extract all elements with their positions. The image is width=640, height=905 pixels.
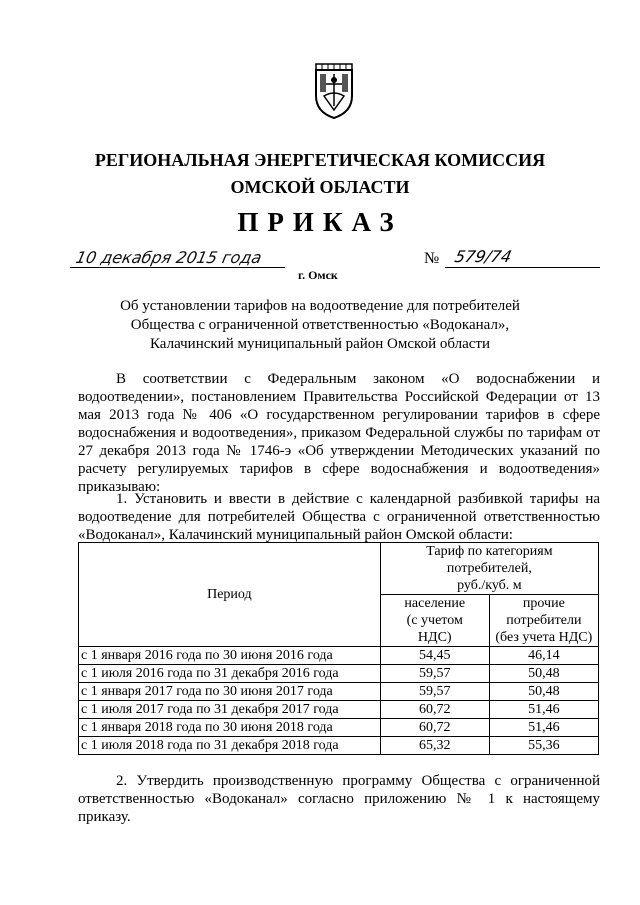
header-other-line-3: (без учета НДС) <box>495 630 593 645</box>
header-population <box>380 595 489 647</box>
point-2-paragraph: 2. Утвердить производственную программу Общества с ограниченной ответственностью «Водоканал» согласно приложению № 1 к настоящему приказу. <box>78 773 600 825</box>
subject-line-1: Об установлении тарифов на водоотведение для потребителей <box>120 298 520 314</box>
subject-line-3: Калачинский муниципальный район Омской области <box>149 336 490 352</box>
cell-population: 54,45 <box>380 647 489 665</box>
preamble-paragraph: В соответствии с Федеральным законом «О водоснабжении и водоотведении», постановлением Правительства Российской Федерации от 13 мая 2013 года № 406 «О государственном регулировании тарифов в сфере водоснабжения и водоотведения», приказом Федеральной службы по тарифам от 27 декабря 2013 года № 1746-э «Об утверждении Методических указаний по расчету регулируемых тарифов в сфере водоснабжения и водоотведения» приказываю: <box>78 371 600 495</box>
org-line-2: ОМСКОЙ ОБЛАСТИ <box>230 177 410 197</box>
city-label: г. Омск <box>298 268 338 282</box>
coat-of-arms-emblem <box>312 62 356 120</box>
header-tariff-line-2: потребителей, <box>446 561 532 576</box>
cell-other: 51,46 <box>489 701 598 719</box>
cell-population: 59,57 <box>380 665 489 683</box>
header-tariff-line-1: Тариф по категориям <box>426 544 553 559</box>
table-row <box>79 701 599 719</box>
subject-line-2: Общества с ограниченной ответственностью «Водоканал», <box>130 317 510 333</box>
header-period: Период <box>79 543 381 647</box>
cell-other: 51,46 <box>489 719 598 737</box>
table-header-row <box>79 543 599 595</box>
header-population-line-2: (с учетом <box>406 613 463 628</box>
cell-period: с 1 января 2016 года по 30 июня 2016 года <box>79 647 381 665</box>
table-row <box>79 719 599 737</box>
header-other-line-1: прочие <box>522 596 565 611</box>
cell-period: с 1 января 2018 года по 30 июня 2018 года <box>79 719 381 737</box>
document-title: ПРИКАЗ <box>237 207 403 237</box>
table-row <box>79 665 599 683</box>
point-1-paragraph: 1. Установить и ввести в действие с календарной разбивкой тарифы на водоотведение для потребителей Общества с ограниченной ответственностью «Водоканал», Калачинский муниципальный район Омской области: <box>78 491 600 543</box>
cell-population: 60,72 <box>380 719 489 737</box>
cell-period: с 1 июля 2016 года по 31 декабря 2016 года <box>79 665 381 683</box>
date-underline <box>70 267 285 268</box>
cell-population: 65,32 <box>380 737 489 755</box>
table-row <box>79 647 599 665</box>
handwritten-date: 10 декабря 2015 года <box>73 248 264 267</box>
header-tariff <box>380 543 598 595</box>
tariff-table <box>78 542 599 755</box>
cell-other: 50,48 <box>489 683 598 701</box>
order-subject <box>0 297 640 354</box>
cell-population: 59,57 <box>380 683 489 701</box>
cell-period: с 1 января 2017 года по 30 июня 2017 года <box>79 683 381 701</box>
table-row <box>79 737 599 755</box>
header-other-line-2: потребители <box>506 613 582 628</box>
cell-other: 50,48 <box>489 665 598 683</box>
organization-name <box>0 147 640 201</box>
cell-population: 60,72 <box>380 701 489 719</box>
cell-other: 46,14 <box>489 647 598 665</box>
header-population-line-3: НДС) <box>417 630 452 645</box>
cell-period: с 1 июля 2018 года по 31 декабря 2018 года <box>79 737 381 755</box>
number-label: № <box>424 250 440 267</box>
cell-period: с 1 июля 2017 года по 31 декабря 2017 года <box>79 701 381 719</box>
cell-other: 55,36 <box>489 737 598 755</box>
table-row <box>79 683 599 701</box>
handwritten-number: 579/74 <box>452 247 514 266</box>
header-tariff-line-3: руб./куб. м <box>457 578 522 593</box>
org-line-1: РЕГИОНАЛЬНАЯ ЭНЕРГЕТИЧЕСКАЯ КОМИССИЯ <box>94 150 546 170</box>
header-other <box>489 595 598 647</box>
number-underline <box>445 267 600 268</box>
header-population-line-1: население <box>404 596 466 611</box>
